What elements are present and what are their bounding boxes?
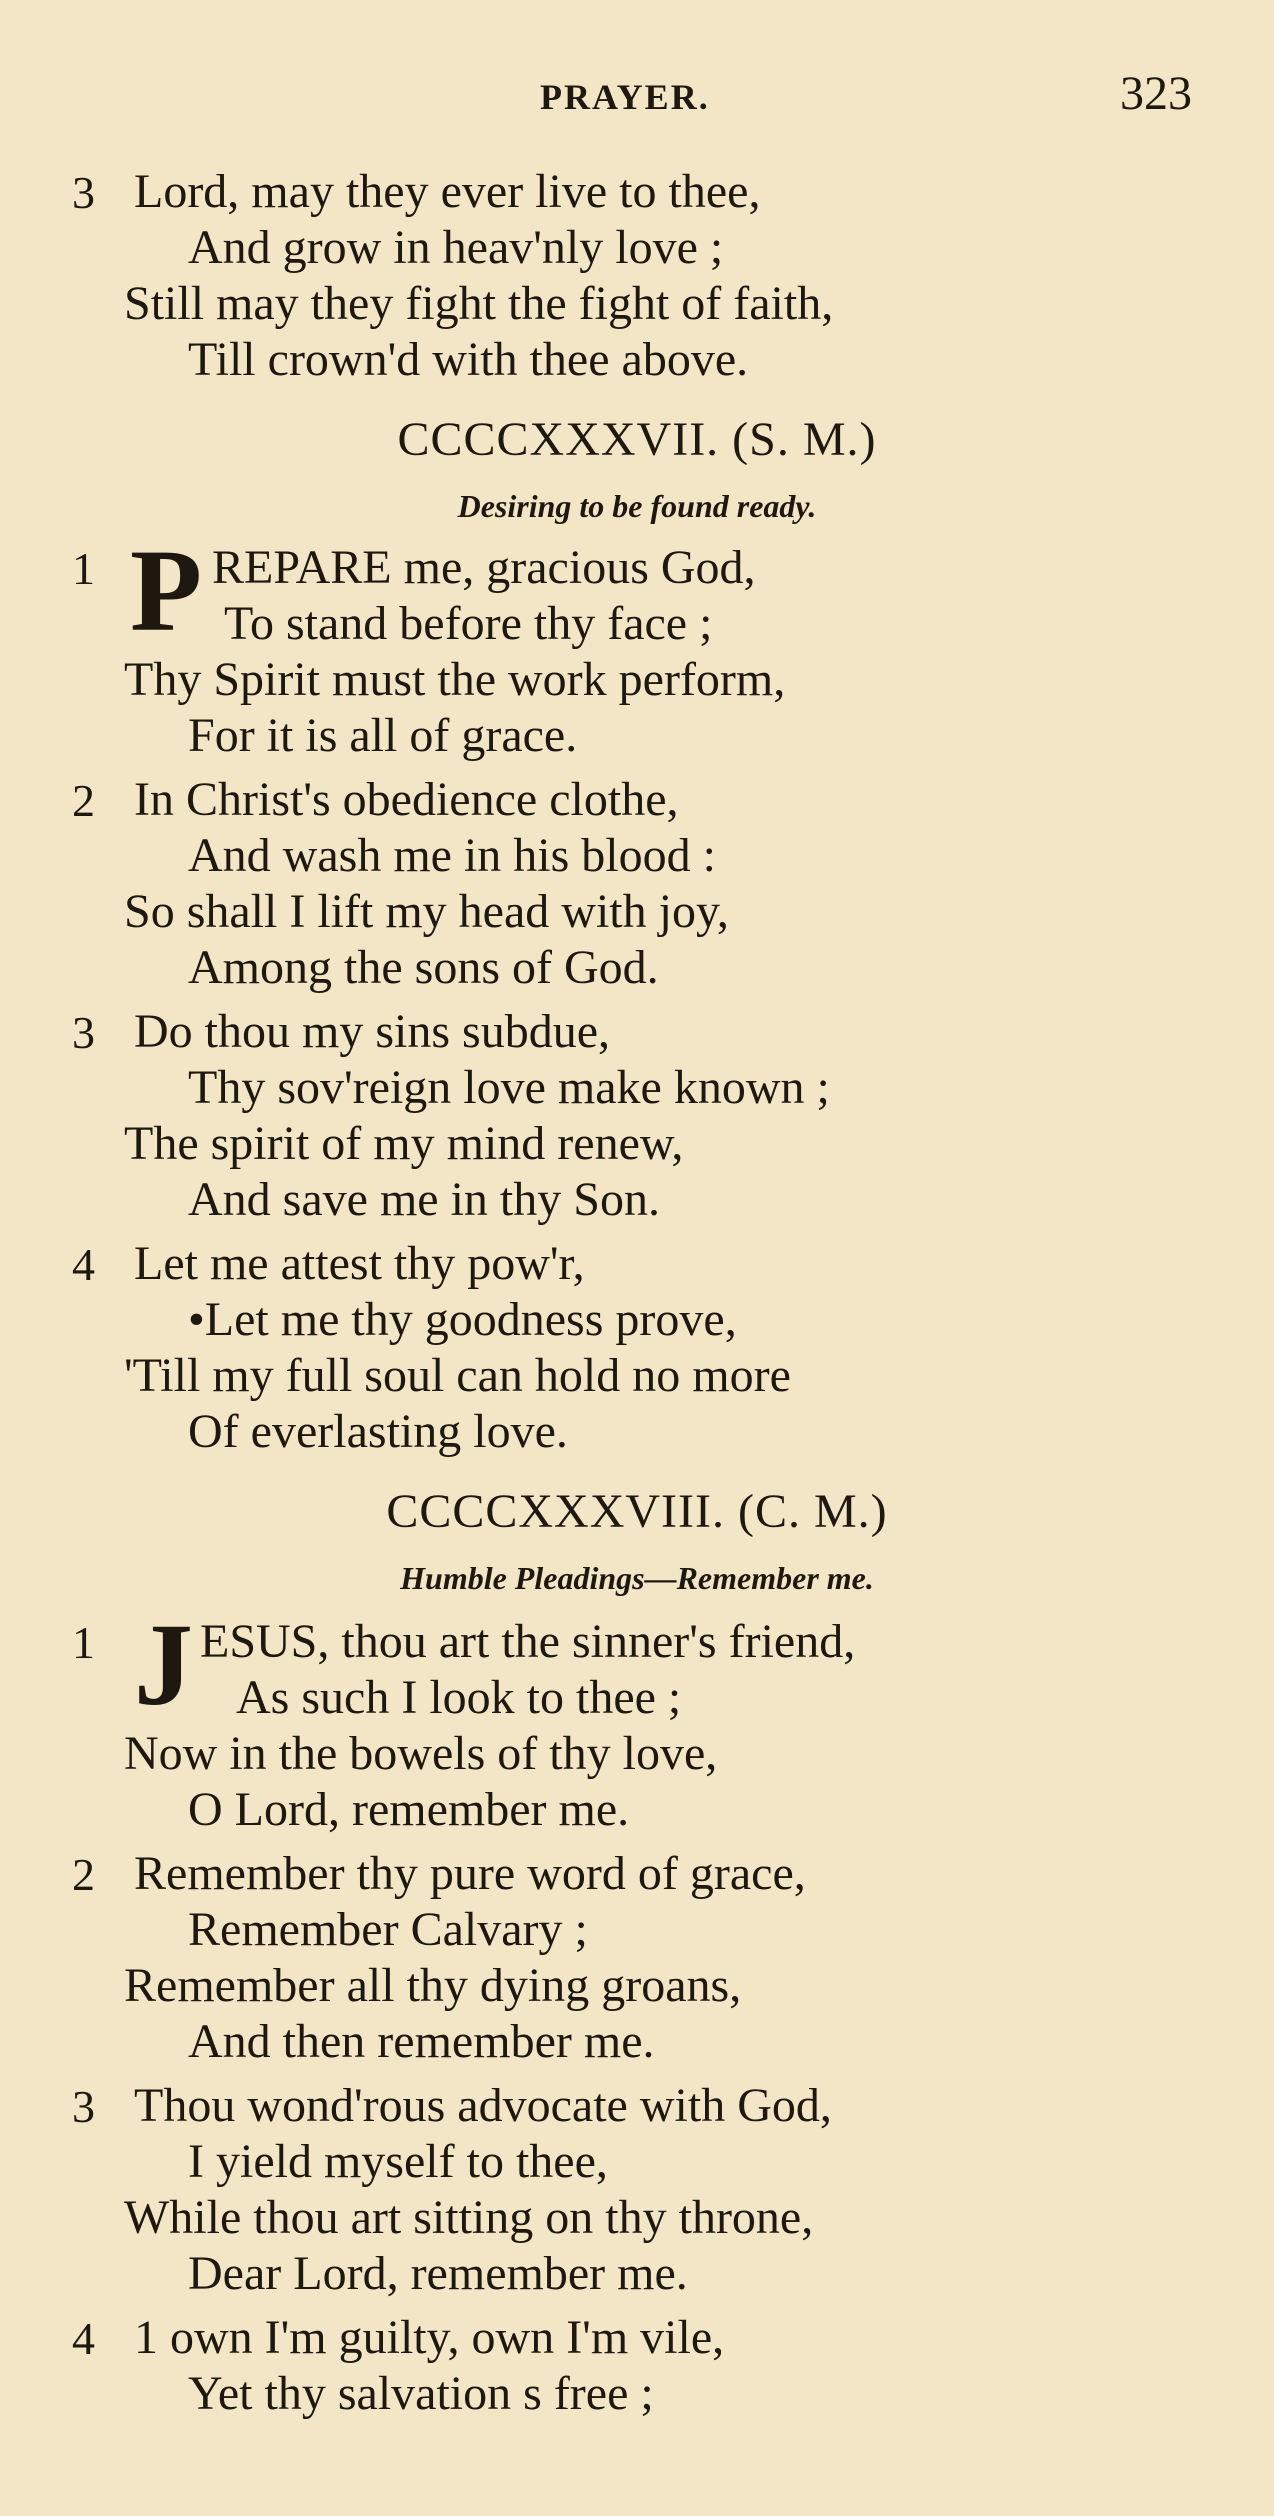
verse-line: And grow in heav'nly love ; — [188, 221, 724, 274]
verse-line: Do thou my sins subdue, — [134, 1005, 611, 1058]
verse-line: 1 own I'm guilty, own I'm vile, — [134, 2311, 725, 2364]
verse-line: Of everlasting love. — [188, 1405, 568, 1458]
verse-line: Thy Spirit must the work perform, — [124, 653, 786, 706]
verse-line: And wash me in his blood : — [188, 829, 716, 882]
verse-line: Thy sov'reign love make known ; — [188, 1061, 830, 1114]
verse-number: 1 — [72, 543, 95, 594]
verse-number: 3 — [72, 1007, 95, 1058]
verse-number: 4 — [72, 2313, 95, 2364]
verse-line: Among the sons of God. — [188, 941, 659, 994]
hymn-heading: CCCCXXXVII. (S. M.) — [397, 413, 877, 466]
verse-line: O Lord, remember me. — [188, 1783, 630, 1836]
verse-line: Till crown'd with thee above. — [188, 333, 749, 386]
verse-line: In Christ's obedience clothe, — [134, 773, 679, 826]
drop-cap: P — [130, 525, 203, 656]
verse-number: 2 — [72, 1849, 95, 1900]
drop-cap: J — [134, 1599, 193, 1730]
verse-number: 4 — [72, 1239, 95, 1290]
verse-line: Yet thy salvation s free ; — [188, 2367, 654, 2420]
page-header — [0, 66, 1274, 126]
verse-line: Lord, may they ever live to thee, — [134, 165, 761, 218]
verse-line: So shall I lift my head with joy, — [124, 885, 729, 938]
verse-line: ESUS, thou art the sinner's friend, — [200, 1615, 856, 1668]
verse-line: Still may they fight the fight of faith, — [124, 277, 834, 330]
verse-line: And then remember me. — [188, 2015, 655, 2068]
verse-line: Let me attest thy pow'r, — [134, 1237, 585, 1290]
hymn-subtitle: Desiring to be found ready. — [457, 488, 817, 524]
verse-number: 2 — [72, 775, 95, 826]
verse-line: As such I look to thee ; — [236, 1671, 682, 1724]
verse-line: For it is all of grace. — [188, 709, 578, 762]
verse-line: 'Till my full soul can hold no more — [124, 1349, 791, 1402]
verse-line: Thou wond'rous advocate with God, — [134, 2079, 832, 2132]
hymn-heading: CCCCXXXVIII. (C. M.) — [386, 1485, 888, 1538]
verse-line: The spirit of my mind renew, — [124, 1117, 684, 1170]
verse-line: REPARE me, gracious God, — [212, 541, 756, 594]
verse-line: Remember all thy dying groans, — [124, 1959, 742, 2012]
verse-number: 3 — [72, 167, 95, 218]
verse-line: Dear Lord, remember me. — [188, 2247, 688, 2300]
verse-number: 1 — [72, 1617, 95, 1668]
verse-line: While thou art sitting on thy throne, — [124, 2191, 814, 2244]
verse-line: Remember Calvary ; — [188, 1903, 588, 1956]
hymn-subtitle: Humble Pleadings—Remember me. — [400, 1560, 874, 1596]
running-title: PRAYER. — [540, 77, 710, 117]
page-number: 323 — [1120, 67, 1192, 120]
verse-line: And save me in thy Son. — [188, 1173, 660, 1226]
verse-number: 3 — [72, 2081, 95, 2132]
verse-line: •Let me thy goodness prove, — [188, 1293, 737, 1346]
verse-line: Remember thy pure word of grace, — [134, 1847, 806, 1900]
verse-line: To stand before thy face ; — [224, 597, 713, 650]
verse-line: I yield myself to thee, — [188, 2135, 608, 2188]
verse-line: Now in the bowels of thy love, — [124, 1727, 718, 1780]
